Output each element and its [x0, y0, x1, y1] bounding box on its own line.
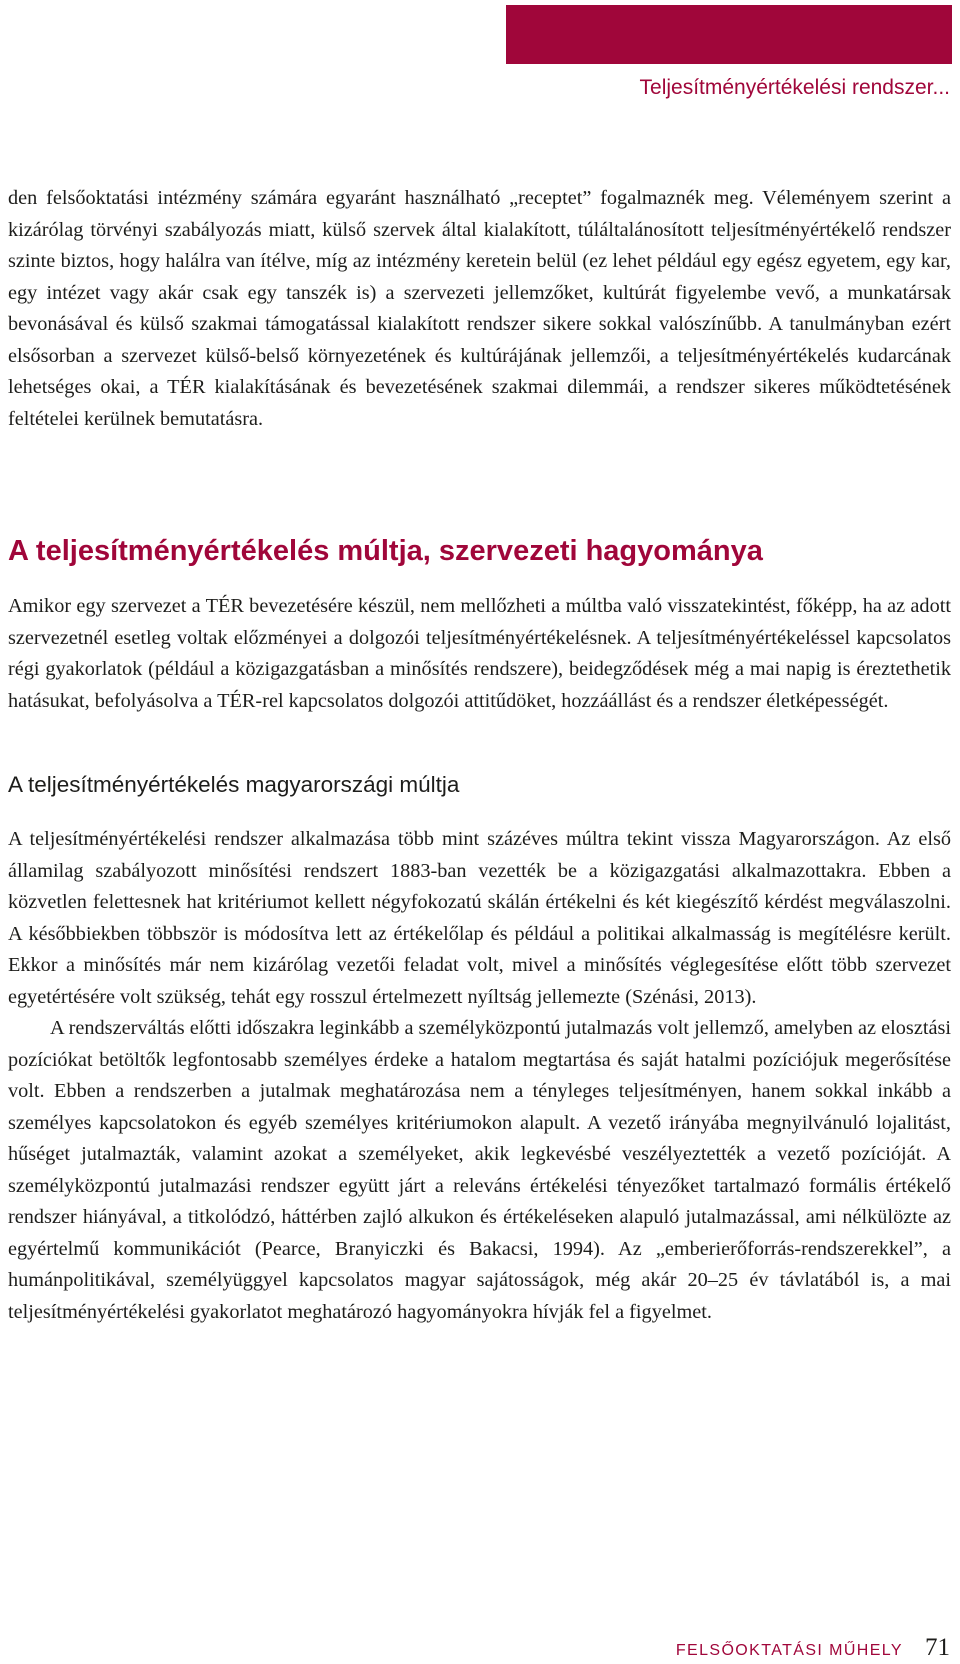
intro-paragraph: den felsőoktatási intézmény számára egyaránt használható „receptet” fogalmaznék meg. Véleményem szerint a kizárólag törvényi szabályozás miatt, külső szervek által kialakított, túláltalánosított teljesítményértékelő rendszer szinte biztos, hogy halálra van ítélve, míg az intézmény keretein belül (ez lehet például egy egész egyetem, egy kar, egy intézet vagy akár csak egy tanszék is) a szervezeti jellemzőket, kultúrát figyelembe vevő, a munkatársak bevonásával és külső szakmai támogatással kialakított rendszer sikere sokkal valószínűbb. A tanulmányban ezért elsősorban a szervezet külső-belső környezetének és kultúrájának jellemzői, a teljesítményértékelés kudarcának lehetséges okai, a TÉR kialakításának és bevezetésének szakmai dilemmái, a rendszer sikeres működtetésének feltételei kerülnek bemutatásra. — [8, 187, 951, 430]
running-header-title: Teljesítményértékelési rendszer... — [639, 76, 950, 99]
section2-paragraph-1: A teljesítményértékelési rendszer alkalmazása több mint százéves múltra tekint vissza Magyarországon. Az első államilag szabályozott minősítési rendszert 1883-ban vezették be a közigazgatási alkalmazottakra. Ebben a közvetlen felettesnek hat kritériumot kellett négyfokozatú skálán értékelni és két kiegészítő kérdést megválaszolni. A későbbiekben többször is módosítva lett az értékelőlap és például a politikai alkalmasság is megítélésre került. Ekkor a minősítés már nem kizárólag vezetői feladat volt, mivel a minősítés véglegesítése előtt több szervezet egyetértésére volt szükség, tehát egy rosszul értelmezett nyíltság jellemezte (Szénási, 2013). — [8, 828, 951, 1008]
header-color-bar — [506, 5, 952, 64]
subsection-heading-hungary: A teljesítményértékelés magyarországi múltja — [8, 772, 460, 797]
page-content — [8, 183, 951, 1328]
section1-paragraph: Amikor egy szervezet a TÉR bevezetésére készül, nem mellőzheti a múltba való visszatekintést, főképp, ha az adott szervezetnél esetleg voltak előzményei a dolgozói teljesítményértékelésnek. A teljesítményértékeléssel kapcsolatos régi gyakorlatok (például a közigazgatásban a minősítés rendszere), beidegződések még a mai napig is éreztethetik hatásukat, befolyásolva a TÉR-rel kapcsolatos dolgozói attitűdöket, hozzáállást és a rendszer életképességét. — [8, 595, 951, 712]
section2-paragraph-2: A rendszerváltás előtti időszakra leginkább a személyközpontú jutalmazás volt jellemző, amelyben az elosztási pozíciókat betöltők legfontosabb személyes érdeke a hatalom megtartása és saját hatalmi pozíciójuk megerősítése volt. Ebben a rendszerben a jutalmak meghatározása nem a tényleges teljesítményen, hanem sokkal inkább a személyes kapcsolatokon és egyéb személyes kritériumokon alapult. A vezető irányába megnyilvánuló lojalitást, hűséget jutalmazták, valamint azokat a személyeket, akik legkevésbé veszélyeztették a vezető pozícióját. A személyközpontú jutalmazási rendszer együtt járt a releváns értékelési tényezőket tartalmazó formális értékelő rendszer hiányával, a titkolódzó, háttérben zajló alkukon és értékeléseken alapuló jutalmazással, ami nélkülözte az egyértelmű kommunikációt (Pearce, Branyiczki és Bakacsi, 1994). Az „emberierőforrás-rendszerekkel”, a humánpolitikával, személyüggyel kapcsolatos magyar sajátosságok, még akár 20–25 év távlatából is, a mai teljesítményértékelési gyakorlatot meghatározó hagyományokra hívják fel a figyelmet. — [8, 1017, 951, 1323]
journal-name: FELSŐOKTATÁSI MŰHELY — [675, 1642, 903, 1659]
page-footer — [676, 1634, 950, 1664]
page-number: 71 — [925, 1634, 950, 1661]
section-heading-history: A teljesítményértékelés múltja, szervezeti hagyománya — [8, 535, 763, 567]
